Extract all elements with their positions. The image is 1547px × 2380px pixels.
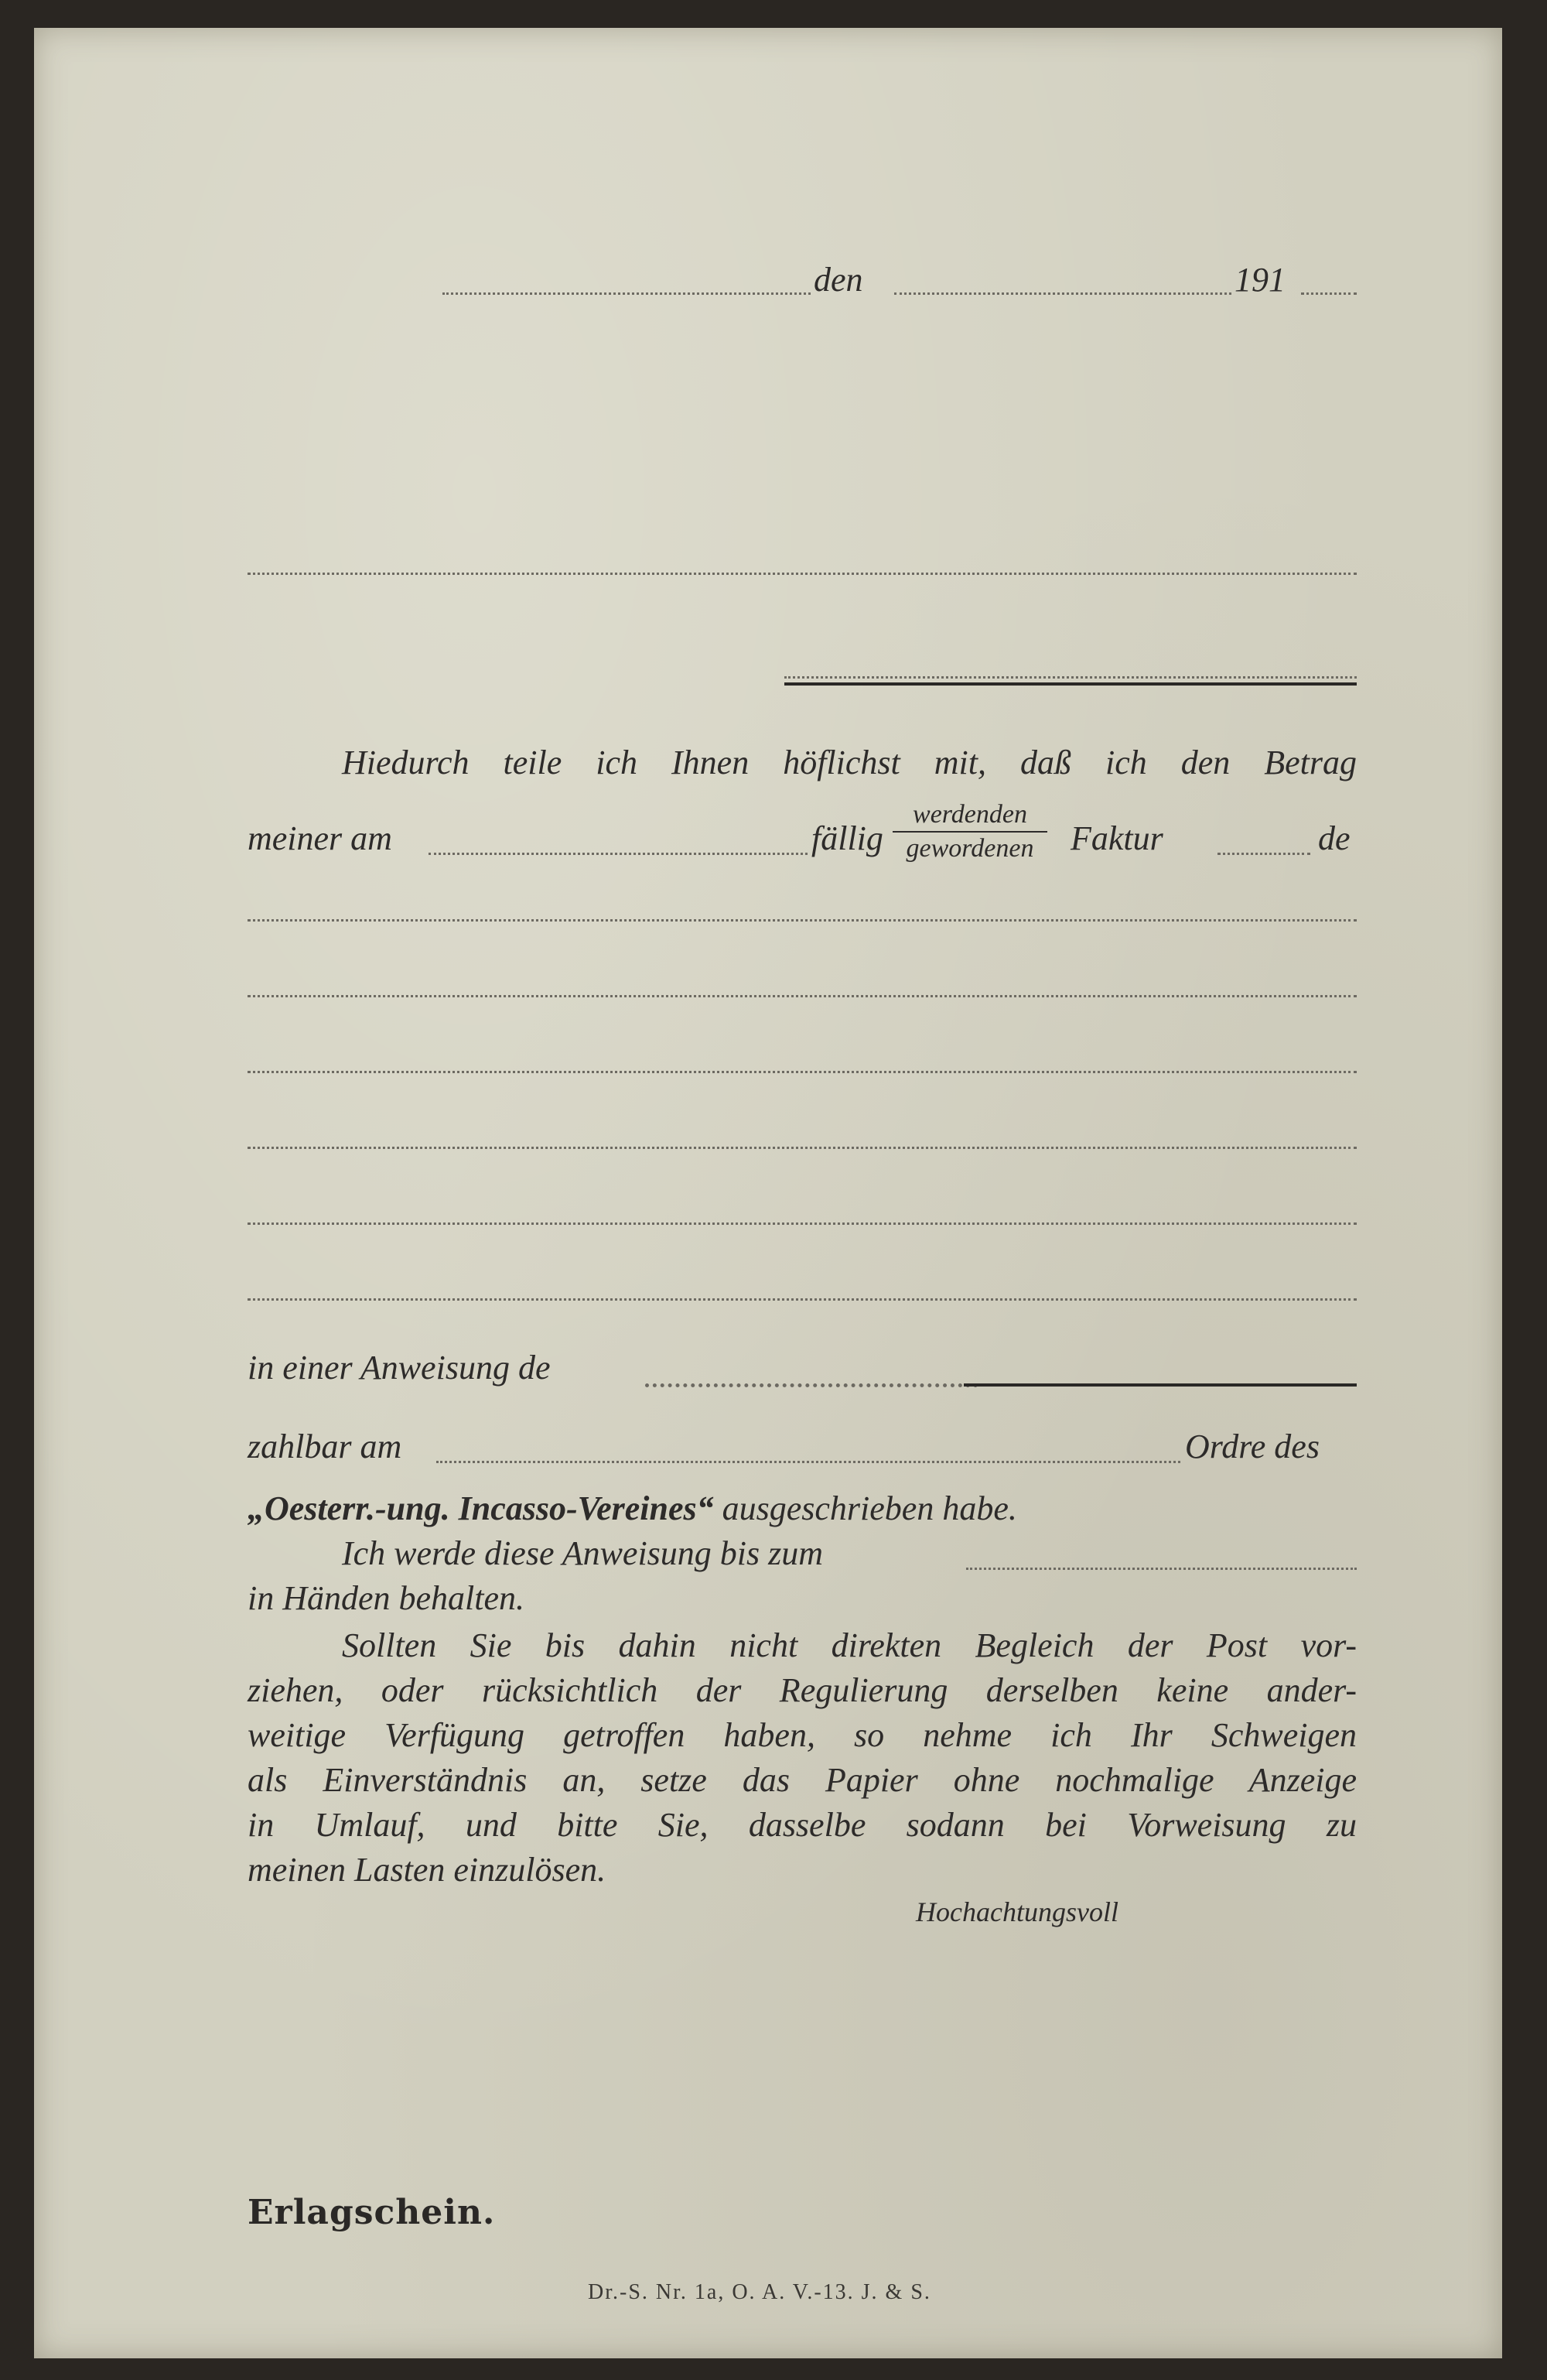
behalten-line-2: in Händen behalten. (248, 1579, 525, 1617)
year-label: 191 (1235, 261, 1286, 299)
body-line: Sollten Sie bis dahin nicht direkten Begleich der Post vor- (342, 1626, 1357, 1664)
form-sheet (34, 28, 1502, 2358)
date-field[interactable] (894, 292, 1231, 295)
meiner-am-label: meiner am (248, 819, 392, 857)
zahlbar-label: zahlbar am (248, 1428, 402, 1465)
faktur-date-field[interactable] (429, 853, 808, 855)
addressee-field-2[interactable] (784, 676, 1357, 679)
addressee-field[interactable] (248, 573, 1357, 575)
blank-line-6[interactable] (248, 1298, 1357, 1301)
blank-line-1[interactable] (248, 919, 1357, 922)
body-paragraph (248, 1623, 1357, 1893)
tense-fraction (893, 800, 1047, 863)
faktur-field[interactable] (1217, 853, 1310, 855)
body-line: ziehen, oder rücksichtlich der Regulierung derselben keine ander- (248, 1671, 1357, 1709)
de-label: de (1318, 819, 1351, 857)
intro-line: Hiedurch teile ich Ihnen höflichst mit, daß ich den Betrag (342, 744, 1357, 781)
frac-gewordenen: gewordenen (906, 834, 1034, 863)
addressee-underline (784, 682, 1357, 686)
faktur-label: Faktur (1071, 819, 1163, 857)
behalten-date-field[interactable] (966, 1568, 1357, 1570)
ordre-des-label: Ordre des (1185, 1428, 1320, 1465)
place-field[interactable] (442, 292, 811, 295)
blank-line-3[interactable] (248, 1071, 1357, 1073)
form-title: Erlagschein. (248, 2193, 496, 2232)
blank-line-4[interactable] (248, 1147, 1357, 1149)
body-line: in Umlauf, und bitte Sie, dasselbe sodann bei Vorweisung zu (248, 1806, 1357, 1844)
closing: Hochachtungsvoll (916, 1896, 1118, 1927)
anweisung-label: in einer Anweisung de (248, 1349, 551, 1387)
body-line: weitige Verfügung getroffen haben, so nehme ich Ihr Schweigen (248, 1716, 1357, 1754)
faellig-label: fällig (811, 819, 883, 857)
body-line: meinen Lasten einzulösen. (248, 1851, 606, 1889)
year-field[interactable] (1301, 292, 1357, 295)
anweisung-field[interactable] (964, 1383, 1357, 1387)
behalten-line-1: Ich werde diese Anweisung bis zum (342, 1534, 824, 1572)
verein-suffix: ausgeschrieben habe. (713, 1489, 1017, 1527)
body-line: als Einverständnis an, setze das Papier ohne nochmalige Anzeige (248, 1761, 1357, 1799)
anweisung-dots (645, 1383, 978, 1387)
frac-werdenden: werdenden (893, 800, 1047, 833)
verein-name: „Oesterr.-ung. Incasso-Vereines“ (248, 1489, 714, 1527)
print-reference: Dr.-S. Nr. 1a, O. A. V.-13. J. & S. (588, 2280, 931, 2304)
zahlbar-field[interactable] (436, 1461, 1180, 1463)
verein-line (248, 1489, 1017, 1528)
blank-line-5[interactable] (248, 1222, 1357, 1225)
blank-line-2[interactable] (248, 995, 1357, 997)
den-label: den (814, 261, 863, 299)
